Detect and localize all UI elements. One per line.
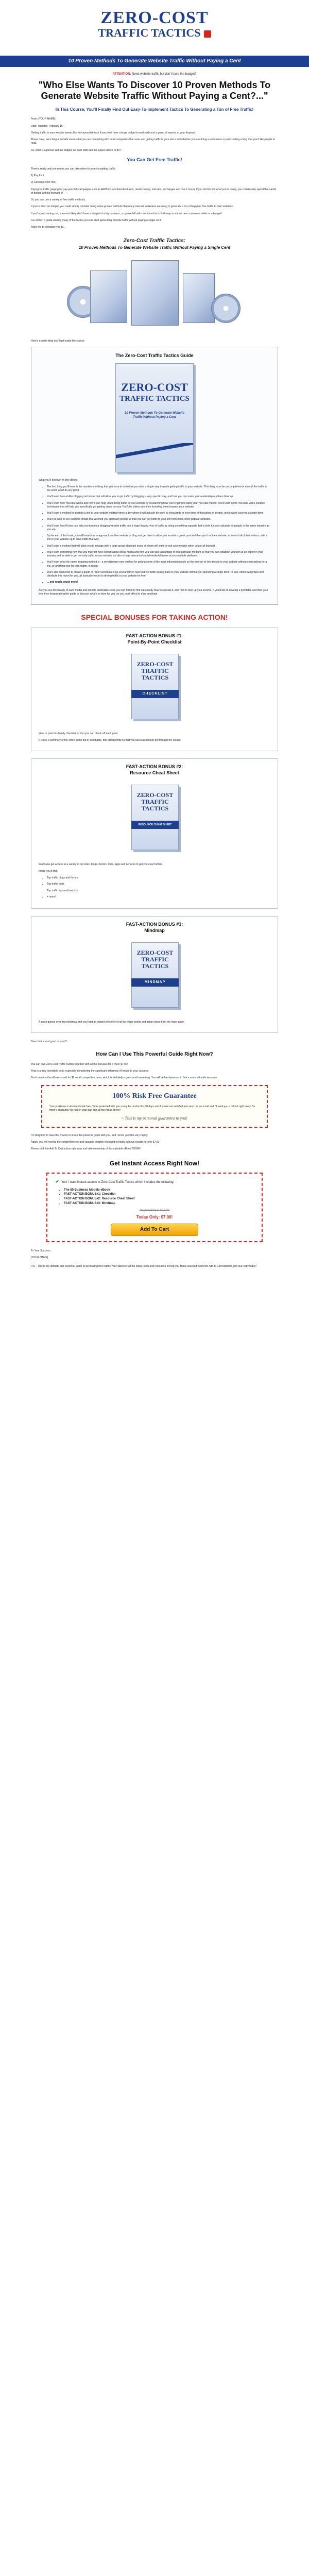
- logo-mark-icon: [204, 30, 211, 38]
- bonus-1-title: [39, 633, 270, 645]
- guide-bullet-list: [39, 485, 270, 585]
- list-item: • You'll be able to see example emails that will help you approach people so that you can get traffic to your site from other, more popular websites.: [47, 518, 270, 521]
- product-title: Zero-Cost Traffic Tactics:: [123, 238, 186, 244]
- bonus-3-name: Mindmap: [144, 927, 165, 933]
- order-items: [56, 1188, 253, 1206]
- bonus-2-cover-line2: TRAFFIC TACTICS: [141, 798, 169, 812]
- ebook-cover-subtitle: 10 Proven Methods To Generate Website Traffic Without Paying a Cent: [124, 411, 185, 419]
- ebook-cover-line1: ZERO-COST: [121, 380, 188, 394]
- howto-title: How Can I Use This Powerful Guide Right Now?: [96, 1052, 213, 1058]
- product-box-icon: [90, 270, 127, 323]
- cd-disc-icon-2: [211, 294, 241, 323]
- checkmark-icon: ✔: [56, 1179, 59, 1184]
- list-item: • The first thing you'll learn is the number one thing that you have to do before you take a single step towards getting traffic to your website. This thing must be accomplished or else all the traffic in the world won't do any good.: [47, 485, 270, 493]
- bonus-2-cover-line1: ZERO-COST: [136, 791, 174, 799]
- bonus-3-label: FAST-ACTION BONUS #3:: [126, 922, 183, 927]
- subheadline: In This Course, You'll Finally Find Out Easy-To-Implement Tactics To Generating a Ton of Free Traffic!: [55, 107, 254, 112]
- intro-paragraph-8: If you're just starting out, you most likely don't have a budget of a big business, so you're left with no choice but to find ways to attract new customers while on a budget!: [31, 212, 222, 215]
- guarantee-signature: ~ This is my personal guarantee to you!: [122, 1116, 187, 1121]
- route-1: 1) Pay for it: [31, 174, 44, 178]
- access-title: Get Instant Access Right Now!: [109, 1160, 200, 1167]
- howto-paragraph-1: You can own Zero-Cost Traffic Tactics together with all the bonuses for a mere $7.00!: [31, 1062, 128, 1066]
- guide-title: The Zero-Cost Traffic Tactics Guide: [115, 352, 194, 358]
- attention-label: ATTENTION:: [112, 73, 131, 76]
- list-item: • You'll learn something new that you may not have known about social media and how you can take advantage of this particular medium so that you can establish yourself as an expert in your industry and be able to get not only traffic to your website but also a huge amount of social media followers across multiple platforms.: [47, 551, 270, 558]
- brand-line1: ZERO-COST: [100, 8, 209, 27]
- list-item: • You'll learn what the name dropping method is - a revolutionary new method for getting some of the most influential people on the internet to link directly to your website without even asking for a link, or anything else for that matter, in return.: [47, 561, 270, 568]
- intro-paragraph-10: Allow me to introduce you to...: [31, 226, 65, 229]
- list-item: • FAST-ACTION BONUS#3: Mindmap: [64, 1201, 253, 1206]
- regular-price-text: Regular Price: $27.00: [139, 1209, 170, 1213]
- list-item: • You'll learn how a killer blogging technique that will allow you to get traffic by blogging a very specific way, and how you can make your readership numbers blow up.: [47, 495, 270, 499]
- bonus-2-cover-band: RESOURCE CHEAT SHEET: [131, 821, 179, 829]
- bonus-1-cover-line1: ZERO-COST: [136, 660, 174, 668]
- bonus-3-image: [118, 938, 191, 1015]
- ebook-cover-image: [115, 363, 194, 472]
- list-item: • You'll learn how YouTube works and how it can help you to bring traffic to your website by researching how you're going to tailor your YouTube videos. You'll learn some YouTube video creation techniques that will help you specifically get getting views on your YouTube videos and then funneling them towards your website.: [47, 502, 270, 510]
- intro-paragraph-1: Getting traffic to your website seems like an impossible task if you don't have a huge budget to work with and a group of experts at your disposal.: [31, 131, 196, 134]
- order-yes-text: Yes! I want instant access to Zero-Cost Traffic Tactics which includes the following:: [61, 1180, 175, 1184]
- order-intro-1: I'm delighted to have the chance to share this powerful guide with you, and I know you'll be very happy.: [31, 1133, 148, 1137]
- bonus-3-cover-band: MINDMAP: [131, 978, 179, 987]
- attention-line: [31, 72, 278, 77]
- list-item: • Top traffic blogs and forums: [47, 876, 270, 880]
- sign-off-name: [YOUR NAME]: [31, 1256, 48, 1259]
- ebook-swoosh-icon: [116, 443, 193, 459]
- headline: "Who Else Wants To Discover 10 Proven Methods To Generate Website Traffic Without Paying a Cent?...": [38, 79, 271, 101]
- header-banner: [0, 0, 309, 56]
- product-binder-icon: [183, 273, 215, 323]
- bonus-1-cover-line2: TRAFFIC TACTICS: [141, 667, 169, 682]
- list-item: • You'll learn a method that will allow you to engage with a large group of people many of whom will want to visit your website when you're all finished.: [47, 545, 270, 548]
- bonus-2-list: [39, 876, 270, 899]
- list-item: • Top traffic tips and how to's: [47, 889, 270, 893]
- intro-paragraph-7: If you're short on budget, you could simply consider using some proven methods that many internet marketers are using to generate a ton of targeted, free traffic to their websites.: [31, 205, 234, 209]
- bonus-3-desc-1: A quick glance over this mindmap and you'll get an instant refresher of all the major points and action steps from the main guide.: [39, 1020, 185, 1024]
- guide-closing: Are you see the beauty of each model and provide actionable steps you can follow to find out exactly how to execute it, and how to step up your income. If you'd like to develop a profitable and then your time then keep reading the guide to discover what's in store for you, as you can't afford to miss anything!: [39, 588, 268, 596]
- section-title-free-traffic: You Can Get Free Traffic!: [127, 157, 182, 162]
- bonus-2-name: Resource Cheat Sheet: [130, 770, 179, 775]
- bonus-3-cover-line2: TRAFFIC TACTICS: [141, 955, 169, 970]
- list-item: • The 50 Business Models eBook: [64, 1188, 253, 1193]
- product-box-main-icon: [131, 260, 179, 326]
- bonus-1-cover-band: CHECKLIST: [131, 690, 179, 698]
- bonus-2: [31, 758, 278, 909]
- list-item: • Top traffic tools: [47, 883, 270, 886]
- bonus-2-desc-2: Inside you'll find:: [39, 869, 58, 873]
- route-2: 2) Generate it for free: [31, 181, 56, 184]
- bonus-2-image: [118, 781, 191, 858]
- guide-section: [31, 347, 278, 605]
- guarantee-text: Your purchase is absolutely risk free. To be protected with you using the product for 30 days and if you're not satisfied just send me an email and I'll send you a refund right away. So there's absolutely no risk on your part and all the risk is on me!: [49, 1105, 255, 1112]
- order-intro-3: Please click the Add To Cart button right now and take ownership of this valuable eBook TODAY!: [31, 1147, 141, 1151]
- list-item: • ... and much, much more!: [47, 581, 270, 584]
- guide-intro: What you'll discover in this eBook:: [39, 478, 78, 482]
- sign-off: To Your Success,: [31, 1249, 51, 1252]
- bonus-1: [31, 628, 278, 751]
- attention-text: Need website traffic but don't have the budget?: [132, 73, 197, 76]
- bonus-1-desc-2: It is like a summary of the entire guide but in actionable, bite sized points so that you can successfully get through the course.: [39, 739, 182, 742]
- intro-paragraph-2: These days, launching a website means that you are competing with more companies than ever and getting traffic to your site is not whether you are doing e-commerce or just creating a blog that you'd like people to read.: [31, 138, 275, 145]
- order-yes-line: [56, 1179, 253, 1185]
- intro-paragraph-6: Or, you can use a variety of free traffic methods.: [31, 198, 86, 202]
- bonus-1-image: [118, 650, 191, 727]
- list-item: • FAST-ACTION BONUS#1: Checklist: [64, 1192, 253, 1197]
- list-item: • By the end of this book, you will know how to approach another website or blog and get them to allow you to write a guest post and then put it on their website, in front of all of their visitors, with a link to your website up to drive traffic that way.: [47, 534, 270, 542]
- howto-paragraph-3: Don't mention the eBook is sold for $7 on all competitive rates, which is definitely a good worth repeating. You will be hard-pressed to find a more valuable resource.: [31, 1076, 218, 1080]
- postscript: P.S. - This is the ultimate and essential guide to generating free traffic! You'll discover all the steps, tools and resources to help you finally succeed! Click the Add to Cart button to get your copy today!: [31, 1265, 256, 1268]
- bonus-3-cover-line1: ZERO-COST: [136, 948, 174, 956]
- product-bundle-image: [62, 234, 247, 332]
- order-box: [46, 1173, 263, 1242]
- list-item: • You'll learn a method for posting a link to your website multiple times a day where it will actually be seen by thousands or even tens of thousands of people, and it won't cost you a single dime.: [47, 512, 270, 515]
- bonus-3: [31, 916, 278, 1033]
- from-line: From: [YOUR NAME]: [31, 117, 56, 121]
- bonus-2-desc-1: You'll also get access to a variety of top sites, blogs, forums, tools, apps and services to get you even further.: [39, 862, 163, 866]
- intro-paragraph-3: So, what is a person with no budget, no SEO skills and no expert advice to do?: [31, 148, 121, 152]
- list-item: • + more!: [47, 895, 270, 899]
- guarantee-box: [41, 1085, 268, 1127]
- product-caption: Here's exactly what you'll get inside the course:: [31, 340, 85, 343]
- date-line: Date: Tuesday, February 16: [31, 124, 63, 128]
- guarantee-title: 100% Risk Free Guarantee: [112, 1092, 197, 1100]
- special-bonuses-header: SPECIAL BONUSES FOR TAKING ACTION!: [81, 613, 228, 622]
- bonus-1-desc-1: View or print this handy checklist so that you can check off each point.: [39, 732, 118, 735]
- bonus-1-cover-brand: [131, 661, 179, 682]
- main-content: [0, 72, 309, 1268]
- bonus-2-cover-brand: [131, 792, 179, 812]
- today-price: Today Only: $7.00!: [136, 1214, 173, 1219]
- ebook-cover-line2: TRAFFIC TACTICS: [119, 394, 190, 403]
- sound-good-line: Does that sound good or what?: [31, 1040, 67, 1043]
- product-subtitle: 10 Proven Methods To Generate Website Traffic Without Paying a Single Cent: [78, 245, 231, 250]
- bonus-3-title: [39, 922, 270, 934]
- intro-paragraph-5: Paying for traffic (paying for pay-per-click campaigns such as AdWords and Facebook Ads, media buying, solo ads, exchanges and much more). If you don't know what you're doing, you could easily spend thousands of dollars without knowing it!: [31, 188, 277, 195]
- bonus-3-cover-brand: [131, 950, 179, 970]
- list-item: • You'll also learn how to create a guide or report and make it go viral and then have it drive traffic quickly back to your website without you spending a single dime. In fact, others will propel and distribute this report for you, all basically forced to driving traffic to your website for free!: [47, 571, 270, 579]
- howto-paragraph-2: That is a truly incredible deal, especially considering the significant difference it'll make to your success.: [31, 1069, 149, 1073]
- bonus-1-name: Point-By-Point Checklist: [127, 639, 182, 645]
- brand-line2-text: TRAFFIC TACTICS: [98, 26, 201, 39]
- intro-paragraph-9: I've written a guide sharing many of the tactics you can start generating website traffic without paying a single cent.: [31, 218, 162, 222]
- order-intro-2: Again, you will receive the comprehensive and valuable insights you need to finally achieve results for only $7.00: [31, 1140, 160, 1144]
- page: [0, 0, 309, 1268]
- list-item: • FAST-ACTION BONUS#2: Resource Cheat Sheet: [64, 1197, 253, 1201]
- bonus-2-title: [39, 764, 270, 776]
- bonus-1-label: FAST-ACTION BONUS #1:: [126, 633, 183, 639]
- regular-price: [56, 1209, 253, 1213]
- intro-paragraph-4: There's really only two routes you can take when it comes to getting traffic:: [31, 167, 116, 171]
- header-subtitle-bar: 10 Proven Methods To Generate Website Traffic Without Paying a Cent: [0, 56, 309, 67]
- brand-line2: [0, 27, 309, 39]
- bonus-2-label: FAST-ACTION BONUS #2:: [126, 764, 183, 770]
- list-item: • You'll learn how iTunes can help you turn your blogging website traffic into a huge flowing river of traffic by doing something reguarly that is both fun and valuable for people in the same industry as you are.: [47, 524, 270, 532]
- add-to-cart-button[interactable]: Add To Cart: [111, 1224, 198, 1236]
